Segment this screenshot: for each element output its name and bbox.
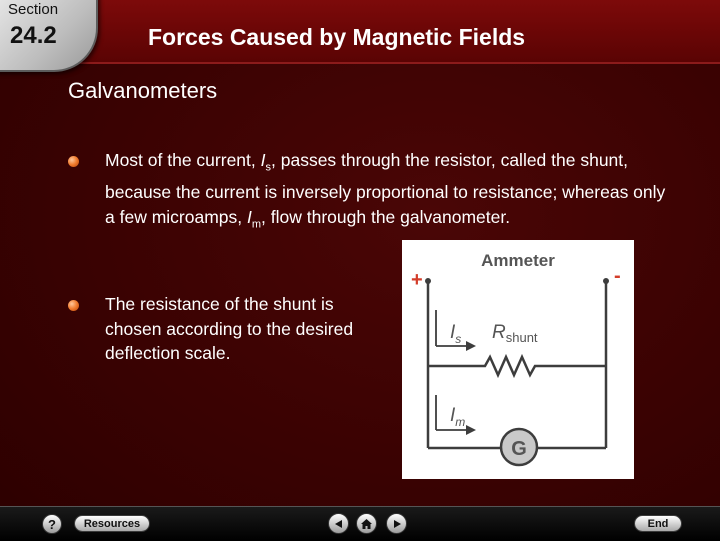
bullet-1-pre: Most of the current, (105, 150, 261, 170)
bullet-2: The resistance of the shunt is chosen according to the desired deflection scale. (105, 294, 354, 363)
bullet-1-post: , flow through the galvanometer. (261, 206, 511, 227)
slide-title: Forces Caused by Magnetic Fields (148, 24, 526, 50)
home-icon (360, 518, 373, 530)
bullet-1-mid: , passes through the resistor, called the shunt, because the current is inversely proportional to resistance; whereas only a few microamps, (105, 150, 666, 227)
im-arrow-head (466, 425, 476, 435)
shunt-resistor (428, 357, 606, 375)
ammeter-circuit-svg (402, 240, 634, 479)
resources-button[interactable]: Resources (74, 515, 150, 532)
bullet-dot-icon (68, 300, 79, 311)
diagram-title: Ammeter (481, 251, 555, 270)
rshunt-label: $R_{shunt}$ (492, 322, 538, 345)
bullet-1-sub1: s (265, 161, 271, 174)
section-label: Section (8, 1, 59, 18)
bullet-1-var2: I (246, 206, 252, 227)
bullet-1-var1: I (260, 150, 266, 170)
forward-arrow-icon (392, 519, 402, 529)
bullet-dot-icon (68, 156, 79, 167)
bullet-1-sub2: m (251, 218, 262, 230)
im-label: $I_m$ (450, 405, 466, 429)
bullet-1 (105, 148, 670, 237)
help-button[interactable] (42, 514, 62, 534)
minus-terminal-label: - (614, 265, 621, 287)
back-arrow-icon (334, 519, 344, 529)
help-icon: ? (48, 516, 56, 532)
slide-subtitle: Galvanometers (68, 78, 218, 103)
is-arrow-head (466, 341, 476, 351)
home-button[interactable] (356, 513, 377, 534)
section-number: 24.2 (10, 22, 57, 49)
footer-bar (0, 506, 720, 541)
next-button[interactable] (386, 513, 407, 534)
ammeter-diagram (402, 240, 634, 479)
end-button[interactable]: End (634, 515, 682, 532)
plus-terminal-label: + (411, 269, 423, 291)
galvanometer-label: G (511, 438, 527, 460)
is-label: $I_s$ (450, 322, 462, 346)
previous-button[interactable] (328, 513, 349, 534)
